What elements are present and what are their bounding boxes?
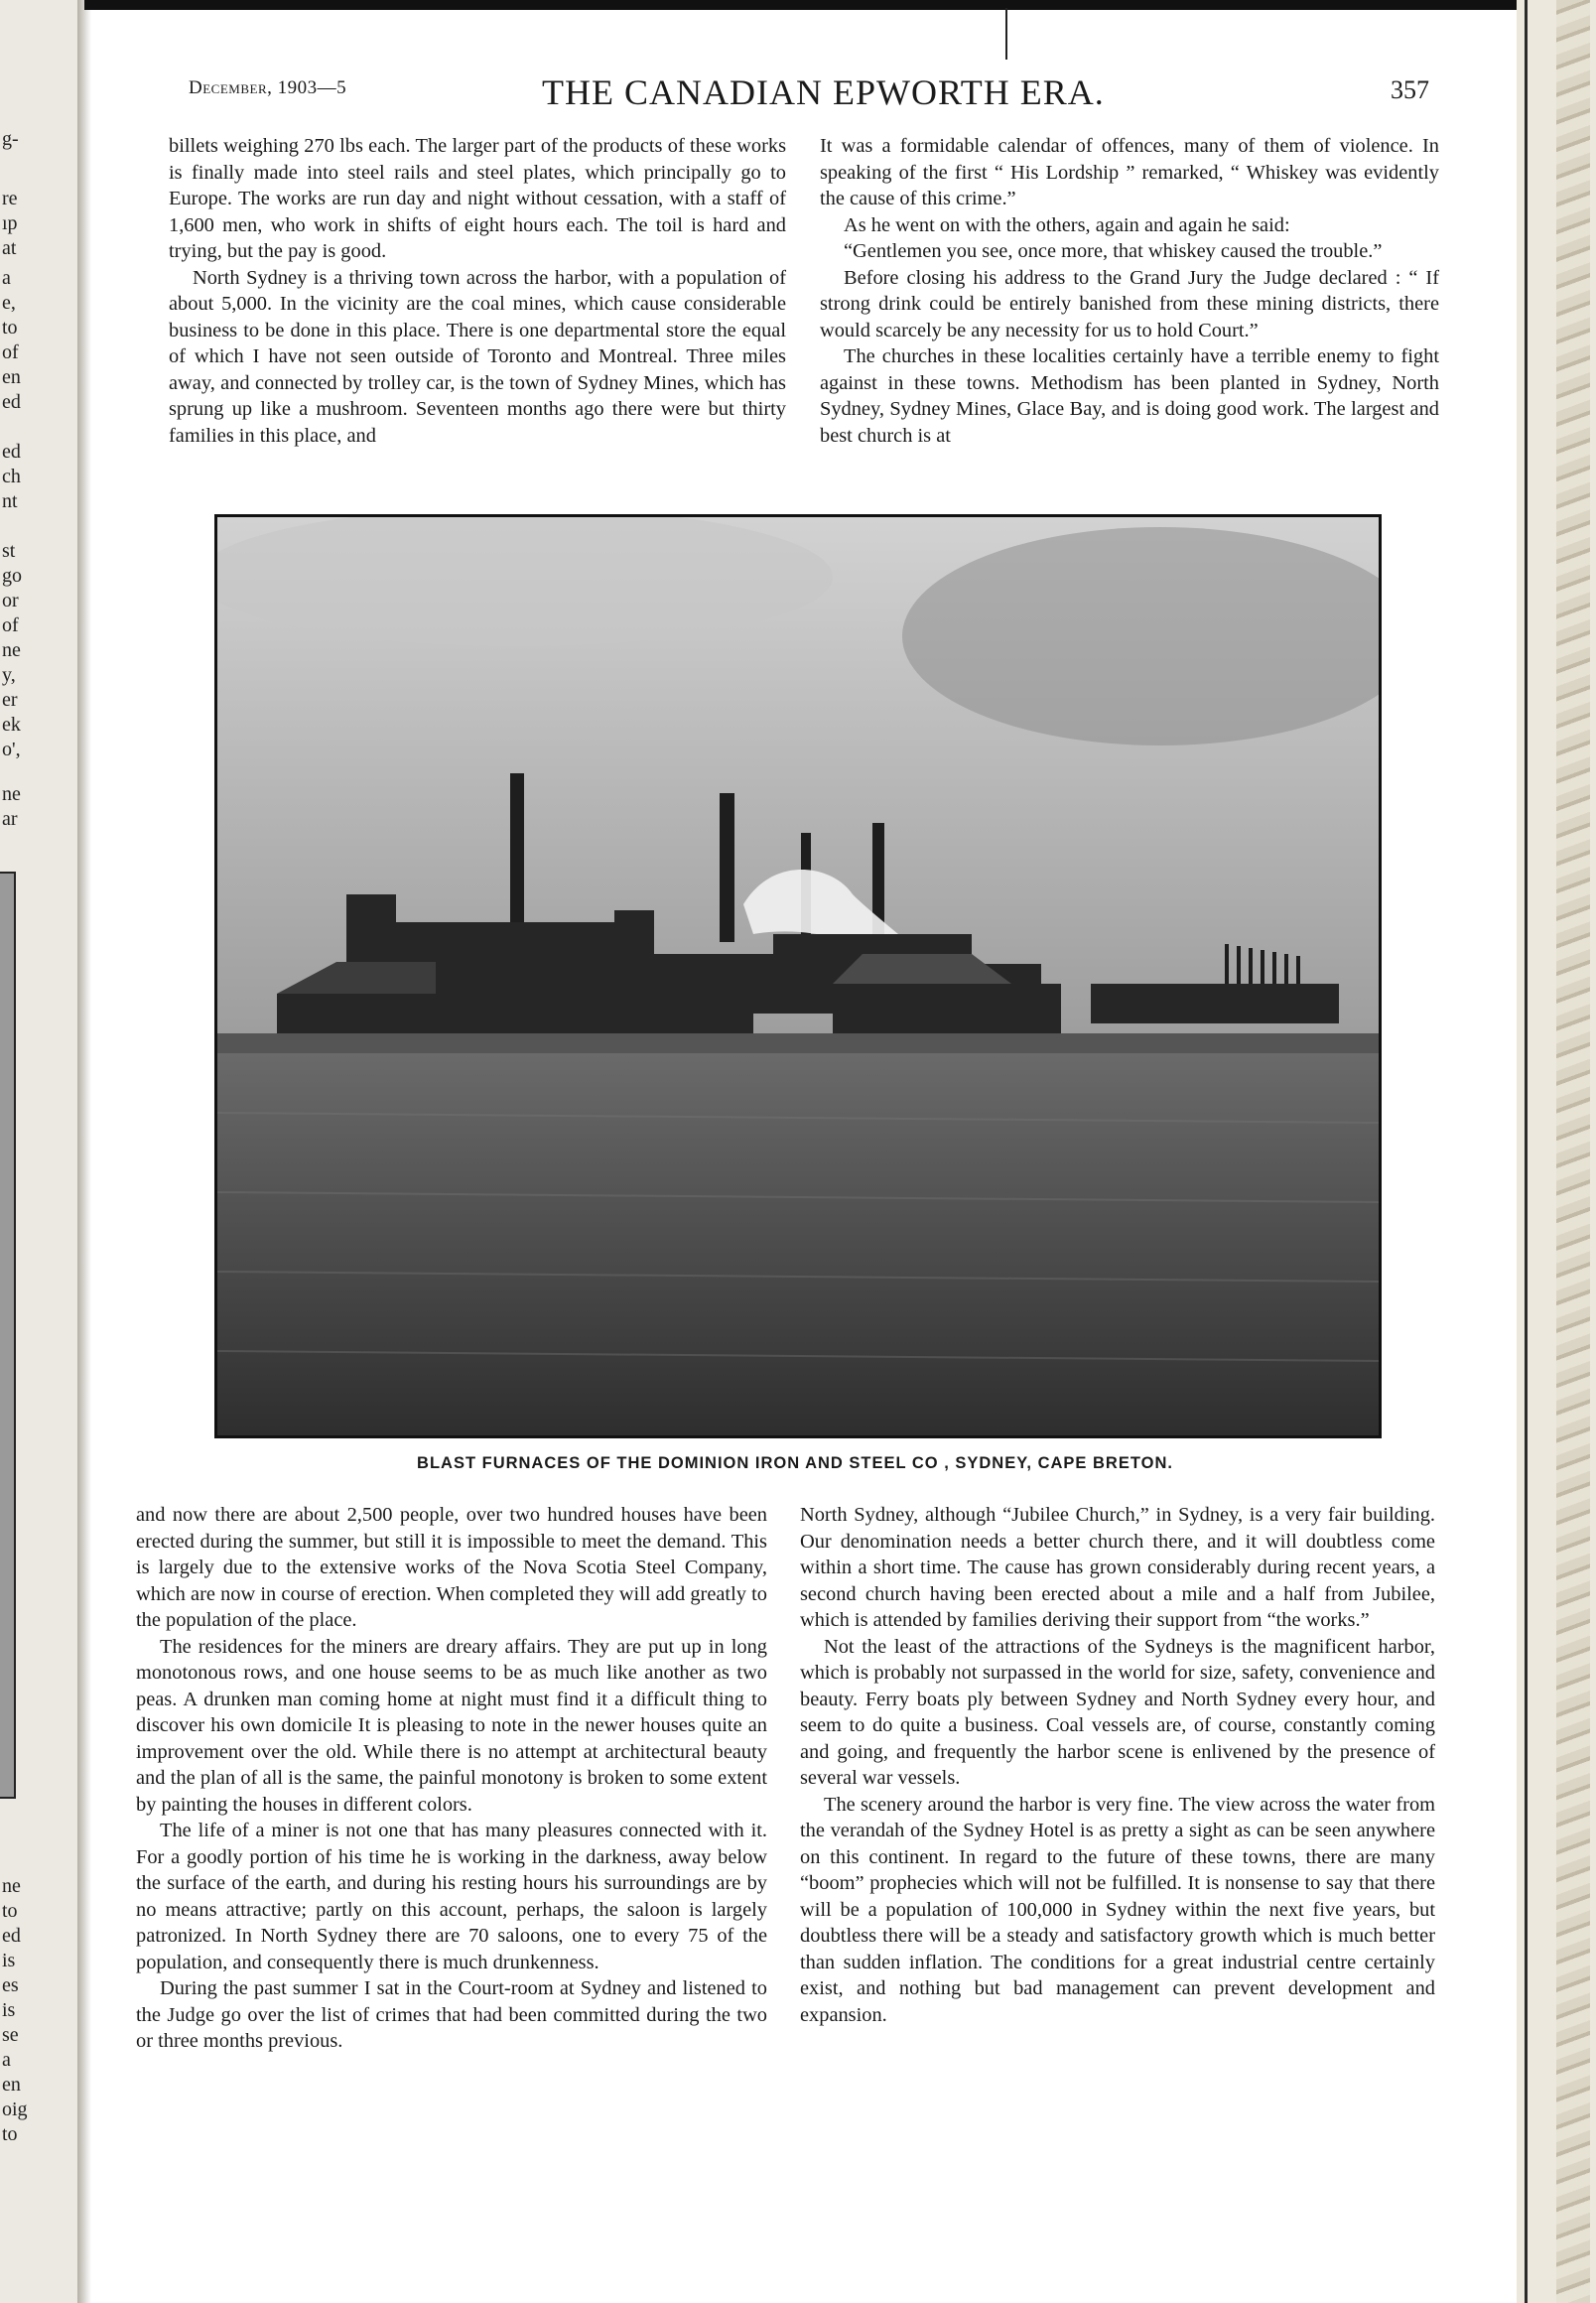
- adjacent-page-fragment: o',: [2, 739, 21, 760]
- adjacent-page-edge: [0, 0, 84, 2303]
- adjacent-page-fragment: er: [2, 689, 18, 711]
- adjacent-page-fragment: en: [2, 2074, 21, 2096]
- adjacent-page-fragment: e,: [2, 292, 16, 314]
- book-spine-edge: [1517, 0, 1596, 2303]
- spine-rule: [1525, 0, 1528, 2303]
- adjacent-page-fragment: is: [2, 1999, 16, 2021]
- gutter-shadow: [77, 0, 91, 2303]
- column-top-right: [820, 133, 1439, 449]
- photo-shoreline: [217, 1033, 1379, 1053]
- adjacent-page-fragment: ek: [2, 714, 21, 736]
- paragraph: North Sydney is a thriving town across the harbor, with a population of about 5,000. In the vicinity are the coal mines, which cause considerable business to be done in this place. There is one departmental store the equal of which I have not seen outside of Toronto and Montreal. Three miles away, and connected by trolley car, is the town of Sydney Mines, which has sprung up like a mushroom. Seventeen months ago there were but thirty families in this place, and: [169, 266, 786, 447]
- adjacent-page-fragment: ne: [2, 639, 21, 661]
- adjacent-page-fragment: oig: [2, 2099, 28, 2120]
- photo-water: [217, 1053, 1379, 1435]
- adjacent-page-fragment: y,: [2, 664, 16, 686]
- adjacent-page-fragment: of: [2, 614, 19, 636]
- publication-title: THE CANADIAN EPWORTH ERA.: [542, 72, 1105, 112]
- page-header: [189, 71, 1429, 121]
- fold-mark: [1005, 8, 1007, 60]
- decorative-border-pattern: [1556, 0, 1590, 2303]
- adjacent-page-fragment: nt: [2, 490, 18, 512]
- adjacent-page-fragment: ne: [2, 783, 21, 805]
- adjacent-page-fragment: of: [2, 341, 19, 363]
- adjacent-page-fragment: g-: [2, 128, 19, 150]
- adjacent-page-fragment: ch: [2, 466, 21, 487]
- adjacent-page-fragment: to: [2, 317, 18, 339]
- paragraph: The residences for the miners are dreary affairs. They are put up in long monotonous rows, and one house seems to be as much like another as two peas. A drunken man coming home at night must find it a difficult thing to discover his own domicile It is pleasing to note in the newer houses quite an improvement over the old. While there is no attempt at architectural beauty and the plan of all is the same, the painful monotony is broken to some extent by painting the houses in different colors.: [136, 1635, 767, 1816]
- adjacent-page-fragment: ed: [2, 1925, 21, 1947]
- paragraph: “Gentlemen you see, once more, that whiskey caused the trouble.”: [844, 240, 1383, 263]
- header-date: December, 1903—5: [189, 77, 347, 98]
- paragraph: The life of a miner is not one that has many pleasures connected with it. For a goodly portion of his time he is working in the darkness, away below the surface of the earth, and during his resting hours his surroundings are by no means attractive; partly on this account, perhaps, the saloon is largely patronized. In North Sydney there are 70 saloons, one to every 75 of the population, and consequently there is much drunkenness.: [136, 1820, 767, 1973]
- adjacent-page-fragment: is: [2, 1950, 16, 1971]
- adjacent-page-image-fragment: [0, 872, 16, 1799]
- adjacent-page-fragment: es: [2, 1974, 19, 1996]
- adjacent-page-fragment: ed: [2, 441, 21, 463]
- adjacent-page-fragment: go: [2, 565, 22, 587]
- paragraph: During the past summer I sat in the Court-room at Sydney and listened to the Judge go over the list of crimes that had been committed during the two or three months previous.: [136, 1977, 767, 2053]
- paragraph: Before closing his address to the Grand Jury the Judge declared : “ If strong drink could be entirely banished from these mining districts, there would scarcely be any necessity for us to hold Court.”: [820, 266, 1439, 341]
- adjacent-page-fragment: ar: [2, 808, 18, 830]
- paragraph: and now there are about 2,500 people, over two hundred houses have been erected during the summer, but still it is impossible to meet the demand. This is largely due to the extensive works of the Nova Scotia Steel Company, which are now in course of erection. When completed they will add greatly to the population of the place.: [136, 1504, 767, 1632]
- adjacent-page-fragment: ed: [2, 391, 21, 413]
- adjacent-page-fragment: en: [2, 366, 21, 388]
- column-top-left: [169, 133, 786, 449]
- adjacent-page-fragment: to: [2, 2123, 18, 2145]
- column-bottom-right: [800, 1502, 1435, 2028]
- paragraph: The scenery around the harbor is very fine. The view across the water from the verandah of the Sydney Hotel is as pretty a sight as can be seen anywhere on this continent. In regard to the future of these towns, there are many “boom” prophecies which will not be fulfilled. It is nonsense to say that there will be a population of 100,000 in Sydney within the next five years, but doubtless there will be a steady and satisfactory growth which is much better than sudden inflation. The conditions for a great industrial centre certainly exist, and nothing but bad management can prevent development and expansion.: [800, 1793, 1435, 2026]
- adjacent-page-fragment: se: [2, 2024, 19, 2046]
- adjacent-page-fragment: a: [2, 267, 11, 289]
- adjacent-page-fragment: ıp: [2, 212, 18, 234]
- paragraph: North Sydney, although “Jubilee Church,” in Sydney, is a very fair building. Our denomination needs a better church there, and it will doubtless come within a short time. The cause has grown considerably during recent years, a second church having been erected about a mile and a half from Jubilee, which is attended by families deriving their support from “the works.”: [800, 1504, 1435, 1632]
- adjacent-page-fragment: re: [2, 188, 18, 209]
- page-number: 357: [1391, 75, 1429, 104]
- adjacent-page-fragment: or: [2, 590, 19, 611]
- photo-illustration: [217, 517, 1379, 1435]
- adjacent-page-fragment: a: [2, 2049, 11, 2071]
- column-bottom-left: [136, 1502, 767, 2055]
- adjacent-page-fragment: to: [2, 1900, 18, 1922]
- paragraph: billets weighing 270 lbs each. The larger part of the products of these works is finally made into steel rails and steel plates, which principally go to Europe. The works are run day and night without cessation, with a staff of 1,600 men, who work in shifts of eight hours each. The toil is hard and trying, but the pay is good.: [169, 135, 786, 263]
- paragraph: It was a formidable calendar of offences, many of them of violence. In speaking of the first “ His Lordship ” remarked, “ Whiskey was evidently the cause of this crime.”: [820, 135, 1439, 210]
- adjacent-page-fragment: ne: [2, 1875, 21, 1897]
- adjacent-page-fragment: at: [2, 237, 17, 259]
- page-top-edge: [84, 0, 1517, 10]
- blast-furnaces-photo: [214, 514, 1382, 1438]
- paragraph: As he went on with the others, again and again he said:: [844, 213, 1290, 236]
- photo-caption: BLAST FURNACES OF THE DOMINION IRON AND STEEL CO , SYDNEY, CAPE BRETON.: [417, 1454, 1173, 1472]
- paragraph: Not the least of the attractions of the Sydneys is the magnificent harbor, which is probably not surpassed in the world for size, safety, convenience and beauty. Ferry boats ply between Sydney and North Sydney every hour, and seem to do quite a business. Coal vessels are, of course, constantly coming and going, and frequently the harbor scene is enlivened by the presence of several war vessels.: [800, 1635, 1435, 1790]
- paragraph: The churches in these localities certainly have a terrible enemy to fight against in these towns. Methodism has been planted in Sydney, North Sydney, Sydney Mines, Glace Bay, and is doing good work. The largest and best church is at: [820, 345, 1439, 447]
- adjacent-page-fragment: st: [2, 540, 16, 562]
